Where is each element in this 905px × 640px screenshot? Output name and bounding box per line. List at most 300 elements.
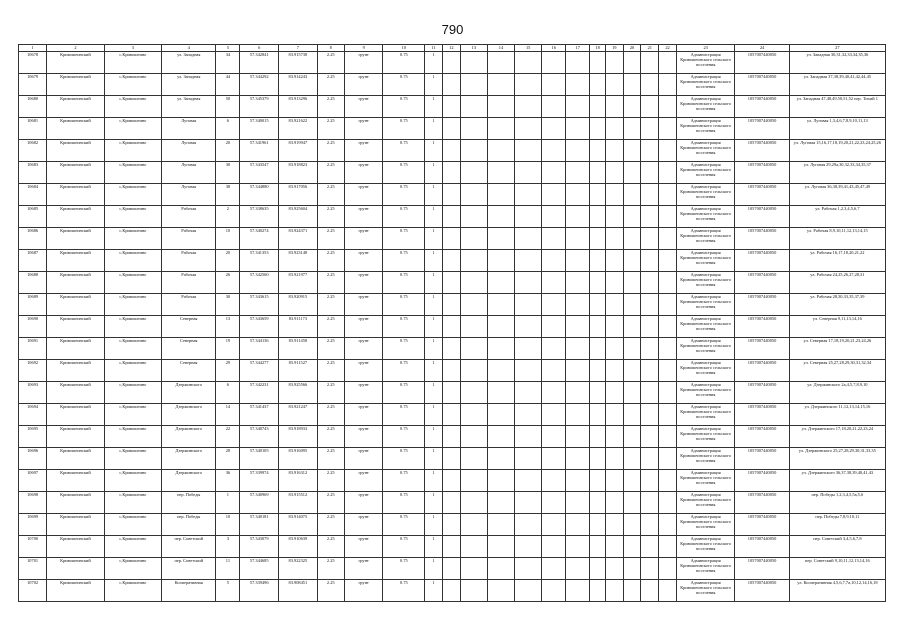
- empty-cell: [515, 294, 542, 316]
- empty-cell: [443, 382, 461, 404]
- empty-cell: [623, 492, 641, 514]
- registry-table: [18, 44, 886, 602]
- table-row: [19, 228, 886, 250]
- count-cell: 1: [425, 272, 443, 294]
- empty-cell: [443, 470, 461, 492]
- house-cell: 3: [216, 536, 240, 558]
- owner-cell: Администрация Кривошеинского сельского поселения: [676, 448, 734, 470]
- surface-cell: грунт: [344, 580, 383, 602]
- empty-cell: [443, 184, 461, 206]
- empty-cell: [487, 360, 514, 382]
- owner-cell: Администрация Кривошеинского сельского поселения: [676, 206, 734, 228]
- village-cell: с.Кривошеино: [104, 118, 161, 140]
- empty-cell: [566, 558, 590, 580]
- address-cell: ул. Рабочая 28,30,33,35,37,39: [789, 294, 885, 316]
- empty-cell: [605, 162, 623, 184]
- empty-cell: [443, 118, 461, 140]
- empty-cell: [443, 316, 461, 338]
- count-cell: 1: [425, 470, 443, 492]
- village-cell: с.Кривошеино: [104, 338, 161, 360]
- empty-cell: [487, 316, 514, 338]
- longitude-cell: 83.925566: [279, 382, 318, 404]
- owner-cell: Администрация Кривошеинского сельского поселения: [676, 404, 734, 426]
- empty-cell: [487, 162, 514, 184]
- empty-cell: [460, 580, 487, 602]
- volume-cell: 0.75: [383, 492, 425, 514]
- table-row: [19, 426, 886, 448]
- empty-cell: [515, 272, 542, 294]
- house-cell: 26: [216, 272, 240, 294]
- empty-cell: [641, 294, 659, 316]
- ogrn-cell: 1057007440050: [735, 492, 789, 514]
- empty-cell: [443, 536, 461, 558]
- column-header: 24: [735, 45, 789, 52]
- owner-cell: Администрация Кривошеинского сельского поселения: [676, 514, 734, 536]
- volume-cell: 0.75: [383, 580, 425, 602]
- empty-cell: [641, 580, 659, 602]
- empty-cell: [460, 206, 487, 228]
- latitude-cell: 57.344880: [240, 184, 279, 206]
- latitude-cell: 57.344292: [240, 74, 279, 96]
- count-cell: 1: [425, 294, 443, 316]
- empty-cell: [487, 96, 514, 118]
- count-cell: 1: [425, 316, 443, 338]
- latitude-cell: 57.343547: [240, 162, 279, 184]
- address-cell: ул. Рабочая 8,9,10,11,12,13,14,15: [789, 228, 885, 250]
- district-cell: Кривошеинский: [47, 118, 104, 140]
- house-cell: 30: [216, 162, 240, 184]
- surface-cell: грунт: [344, 228, 383, 250]
- empty-cell: [542, 118, 566, 140]
- volume-cell: 0.75: [383, 514, 425, 536]
- district-cell: Кривошеинский: [47, 360, 104, 382]
- count-cell: 1: [425, 74, 443, 96]
- volume-cell: 0.75: [383, 382, 425, 404]
- village-cell: с.Кривошеино: [104, 206, 161, 228]
- column-header: 22: [659, 45, 677, 52]
- empty-cell: [659, 118, 677, 140]
- empty-cell: [590, 514, 606, 536]
- empty-cell: [590, 52, 606, 74]
- district-cell: Кривошеинский: [47, 316, 104, 338]
- height-cell: 2.25: [317, 272, 344, 294]
- village-cell: с.Кривошеино: [104, 272, 161, 294]
- owner-cell: Администрация Кривошеинского сельского поселения: [676, 536, 734, 558]
- height-cell: 2.25: [317, 360, 344, 382]
- count-cell: 1: [425, 228, 443, 250]
- table-row: [19, 294, 886, 316]
- ogrn-cell: 1057007440050: [735, 206, 789, 228]
- house-cell: 30: [216, 294, 240, 316]
- count-cell: 1: [425, 426, 443, 448]
- village-cell: с.Кривошеино: [104, 558, 161, 580]
- empty-cell: [623, 162, 641, 184]
- empty-cell: [605, 426, 623, 448]
- table-body: [19, 52, 886, 602]
- latitude-cell: 57.339496: [240, 580, 279, 602]
- longitude-cell: 83.913296: [279, 96, 318, 118]
- address-cell: ул. Луговая 1,3,4,6,7,8,9,10,11,13: [789, 118, 885, 140]
- longitude-cell: 83.924371: [279, 228, 318, 250]
- volume-cell: 0.75: [383, 184, 425, 206]
- count-cell: 1: [425, 448, 443, 470]
- column-header: 19: [605, 45, 623, 52]
- row-number: 10686: [19, 228, 47, 250]
- address-cell: ул. Рабочая 24,25,26,27,28,31: [789, 272, 885, 294]
- house-cell: 13: [216, 316, 240, 338]
- street-cell: Рабочая: [162, 228, 216, 250]
- height-cell: 2.25: [317, 514, 344, 536]
- column-header: 13: [460, 45, 487, 52]
- height-cell: 2.25: [317, 294, 344, 316]
- empty-cell: [460, 558, 487, 580]
- empty-cell: [641, 338, 659, 360]
- ogrn-cell: 1057007440050: [735, 404, 789, 426]
- count-cell: 1: [425, 96, 443, 118]
- volume-cell: 0.75: [383, 448, 425, 470]
- empty-cell: [605, 140, 623, 162]
- empty-cell: [623, 228, 641, 250]
- empty-cell: [515, 514, 542, 536]
- empty-cell: [515, 536, 542, 558]
- district-cell: Кривошеинский: [47, 250, 104, 272]
- address-cell: ул. Дзержинского 25,27,28,29,30,31,33,35: [789, 448, 885, 470]
- village-cell: с.Кривошеино: [104, 52, 161, 74]
- village-cell: с.Кривошеино: [104, 448, 161, 470]
- row-number: 10688: [19, 272, 47, 294]
- empty-cell: [487, 272, 514, 294]
- empty-cell: [605, 580, 623, 602]
- count-cell: 1: [425, 492, 443, 514]
- owner-cell: Администрация Кривошеинского сельского поселения: [676, 250, 734, 272]
- ogrn-cell: 1057007440050: [735, 96, 789, 118]
- empty-cell: [542, 536, 566, 558]
- street-cell: Рабочая: [162, 250, 216, 272]
- empty-cell: [443, 206, 461, 228]
- empty-cell: [566, 162, 590, 184]
- ogrn-cell: 1057007440050: [735, 272, 789, 294]
- longitude-cell: 83.921622: [279, 118, 318, 140]
- count-cell: 1: [425, 140, 443, 162]
- village-cell: с.Кривошеино: [104, 492, 161, 514]
- column-header: 10: [383, 45, 425, 52]
- district-cell: Кривошеинский: [47, 206, 104, 228]
- latitude-cell: 57.340274: [240, 228, 279, 250]
- village-cell: с.Кривошеино: [104, 316, 161, 338]
- empty-cell: [487, 52, 514, 74]
- village-cell: с.Кривошеино: [104, 404, 161, 426]
- row-number: 10678: [19, 52, 47, 74]
- ogrn-cell: 1057007440050: [735, 580, 789, 602]
- empty-cell: [515, 74, 542, 96]
- volume-cell: 0.75: [383, 118, 425, 140]
- house-cell: 34: [216, 52, 240, 74]
- empty-cell: [623, 206, 641, 228]
- street-cell: Рабочая: [162, 272, 216, 294]
- surface-cell: грунт: [344, 514, 383, 536]
- empty-cell: [542, 426, 566, 448]
- column-header: 20: [623, 45, 641, 52]
- empty-cell: [487, 184, 514, 206]
- empty-cell: [659, 140, 677, 162]
- ogrn-cell: 1057007440050: [735, 228, 789, 250]
- empty-cell: [605, 448, 623, 470]
- empty-cell: [487, 580, 514, 602]
- empty-cell: [590, 206, 606, 228]
- empty-cell: [623, 360, 641, 382]
- empty-cell: [623, 74, 641, 96]
- empty-cell: [487, 140, 514, 162]
- empty-cell: [566, 184, 590, 206]
- empty-cell: [542, 206, 566, 228]
- empty-cell: [659, 492, 677, 514]
- empty-cell: [641, 206, 659, 228]
- empty-cell: [641, 404, 659, 426]
- row-number: 10691: [19, 338, 47, 360]
- owner-cell: Администрация Кривошеинского сельского поселения: [676, 558, 734, 580]
- empty-cell: [659, 448, 677, 470]
- empty-cell: [460, 250, 487, 272]
- column-header: 3: [104, 45, 161, 52]
- empty-cell: [566, 52, 590, 74]
- longitude-cell: 83.911173: [279, 316, 318, 338]
- empty-cell: [515, 492, 542, 514]
- count-cell: 1: [425, 52, 443, 74]
- height-cell: 2.25: [317, 162, 344, 184]
- count-cell: 1: [425, 250, 443, 272]
- village-cell: с.Кривошеино: [104, 514, 161, 536]
- street-cell: Дзержинского: [162, 426, 216, 448]
- empty-cell: [460, 448, 487, 470]
- empty-cell: [460, 492, 487, 514]
- empty-cell: [566, 536, 590, 558]
- surface-cell: грунт: [344, 118, 383, 140]
- latitude-cell: 57.345379: [240, 96, 279, 118]
- empty-cell: [566, 96, 590, 118]
- row-number: 10681: [19, 118, 47, 140]
- district-cell: Кривошеинский: [47, 404, 104, 426]
- village-cell: с.Кривошеино: [104, 470, 161, 492]
- empty-cell: [566, 118, 590, 140]
- house-cell: 6: [216, 118, 240, 140]
- longitude-cell: 83.923148: [279, 250, 318, 272]
- address-cell: ул. Рабочая 16,17,18,20,21,22: [789, 250, 885, 272]
- empty-cell: [623, 514, 641, 536]
- empty-cell: [542, 316, 566, 338]
- empty-cell: [542, 228, 566, 250]
- column-header: 8: [317, 45, 344, 52]
- empty-cell: [566, 404, 590, 426]
- empty-cell: [641, 536, 659, 558]
- count-cell: 1: [425, 382, 443, 404]
- ogrn-cell: 1057007440050: [735, 558, 789, 580]
- house-cell: 10: [216, 228, 240, 250]
- ogrn-cell: 1057007440050: [735, 536, 789, 558]
- latitude-cell: 57.342231: [240, 382, 279, 404]
- empty-cell: [641, 514, 659, 536]
- latitude-cell: 57.341437: [240, 404, 279, 426]
- column-header: 16: [542, 45, 566, 52]
- count-cell: 1: [425, 206, 443, 228]
- empty-cell: [542, 514, 566, 536]
- empty-cell: [623, 118, 641, 140]
- empty-cell: [605, 382, 623, 404]
- table-row: [19, 470, 886, 492]
- empty-cell: [443, 426, 461, 448]
- table-row: [19, 272, 886, 294]
- row-number: 10683: [19, 162, 47, 184]
- column-header: 27: [789, 45, 885, 52]
- empty-cell: [566, 140, 590, 162]
- height-cell: 2.25: [317, 492, 344, 514]
- ogrn-cell: 1057007440050: [735, 140, 789, 162]
- empty-cell: [443, 580, 461, 602]
- table-row: [19, 162, 886, 184]
- table-row: [19, 140, 886, 162]
- surface-cell: грунт: [344, 338, 383, 360]
- count-cell: 1: [425, 558, 443, 580]
- empty-cell: [623, 338, 641, 360]
- ogrn-cell: 1057007440050: [735, 426, 789, 448]
- empty-cell: [605, 96, 623, 118]
- empty-cell: [641, 228, 659, 250]
- empty-cell: [566, 74, 590, 96]
- ogrn-cell: 1057007440050: [735, 338, 789, 360]
- village-cell: с.Кривошеино: [104, 74, 161, 96]
- latitude-cell: 57.342560: [240, 272, 279, 294]
- empty-cell: [659, 206, 677, 228]
- empty-cell: [623, 382, 641, 404]
- owner-cell: Администрация Кривошеинского сельского поселения: [676, 426, 734, 448]
- empty-cell: [460, 404, 487, 426]
- empty-cell: [605, 52, 623, 74]
- address-cell: пер. Победы 1,2,3,4,5,5а,5,6: [789, 492, 885, 514]
- empty-cell: [487, 250, 514, 272]
- height-cell: 2.25: [317, 316, 344, 338]
- height-cell: 2.25: [317, 96, 344, 118]
- village-cell: с.Кривошеино: [104, 360, 161, 382]
- empty-cell: [515, 162, 542, 184]
- village-cell: с.Кривошеино: [104, 162, 161, 184]
- volume-cell: 0.75: [383, 316, 425, 338]
- empty-cell: [605, 206, 623, 228]
- empty-cell: [443, 228, 461, 250]
- empty-cell: [460, 338, 487, 360]
- empty-cell: [443, 96, 461, 118]
- empty-cell: [623, 580, 641, 602]
- empty-cell: [590, 426, 606, 448]
- empty-cell: [542, 404, 566, 426]
- table-row: [19, 184, 886, 206]
- empty-cell: [487, 536, 514, 558]
- empty-cell: [460, 74, 487, 96]
- surface-cell: грунт: [344, 316, 383, 338]
- owner-cell: Администрация Кривошеинского сельского поселения: [676, 272, 734, 294]
- table-row: [19, 360, 886, 382]
- owner-cell: Администрация Кривошеинского сельского поселения: [676, 140, 734, 162]
- village-cell: с.Кривошеино: [104, 580, 161, 602]
- longitude-cell: 83.920915: [279, 294, 318, 316]
- empty-cell: [487, 558, 514, 580]
- house-cell: 20: [216, 140, 240, 162]
- row-number: 10682: [19, 140, 47, 162]
- empty-cell: [623, 470, 641, 492]
- table-row: [19, 250, 886, 272]
- empty-cell: [515, 52, 542, 74]
- empty-cell: [515, 118, 542, 140]
- house-cell: 28: [216, 448, 240, 470]
- empty-cell: [623, 140, 641, 162]
- latitude-cell: 57.344685: [240, 558, 279, 580]
- house-cell: 11: [216, 558, 240, 580]
- empty-cell: [659, 294, 677, 316]
- ogrn-cell: 1057007440050: [735, 52, 789, 74]
- address-cell: ул. Западная 37,38,39,40,41,42,44,45: [789, 74, 885, 96]
- volume-cell: 0.75: [383, 536, 425, 558]
- house-cell: 6: [216, 382, 240, 404]
- district-cell: Кривошеинский: [47, 140, 104, 162]
- surface-cell: грунт: [344, 162, 383, 184]
- empty-cell: [590, 360, 606, 382]
- empty-cell: [542, 272, 566, 294]
- empty-cell: [515, 580, 542, 602]
- empty-cell: [542, 492, 566, 514]
- house-cell: 2: [216, 206, 240, 228]
- row-number: 10685: [19, 206, 47, 228]
- volume-cell: 0.75: [383, 360, 425, 382]
- longitude-cell: 83.914075: [279, 514, 318, 536]
- owner-cell: Администрация Кривошеинского сельского поселения: [676, 580, 734, 602]
- empty-cell: [659, 74, 677, 96]
- street-cell: Луговая: [162, 184, 216, 206]
- table-row: [19, 404, 886, 426]
- column-header: 7: [279, 45, 318, 52]
- volume-cell: 0.75: [383, 294, 425, 316]
- latitude-cell: 57.340743: [240, 426, 279, 448]
- owner-cell: Администрация Кривошеинского сельского поселения: [676, 96, 734, 118]
- empty-cell: [542, 558, 566, 580]
- empty-cell: [590, 140, 606, 162]
- count-cell: 1: [425, 360, 443, 382]
- street-cell: Луговая: [162, 140, 216, 162]
- count-cell: 1: [425, 514, 443, 536]
- surface-cell: грунт: [344, 360, 383, 382]
- latitude-cell: 57.339974: [240, 470, 279, 492]
- owner-cell: Администрация Кривошеинского сельского поселения: [676, 74, 734, 96]
- empty-cell: [641, 470, 659, 492]
- surface-cell: грунт: [344, 272, 383, 294]
- empty-cell: [641, 360, 659, 382]
- count-cell: 1: [425, 536, 443, 558]
- ogrn-cell: 1057007440050: [735, 448, 789, 470]
- address-cell: ул. Дзержинского 17,18,20,21,22,23,24: [789, 426, 885, 448]
- volume-cell: 0.75: [383, 272, 425, 294]
- empty-cell: [460, 294, 487, 316]
- empty-cell: [590, 162, 606, 184]
- district-cell: Кривошеинский: [47, 470, 104, 492]
- column-header: 18: [590, 45, 606, 52]
- empty-cell: [659, 96, 677, 118]
- district-cell: Кривошеинский: [47, 558, 104, 580]
- village-cell: с.Кривошеино: [104, 250, 161, 272]
- empty-cell: [515, 206, 542, 228]
- empty-cell: [623, 448, 641, 470]
- empty-cell: [542, 250, 566, 272]
- latitude-cell: 57.343615: [240, 294, 279, 316]
- empty-cell: [542, 382, 566, 404]
- owner-cell: Администрация Кривошеинского сельского поселения: [676, 360, 734, 382]
- row-number: 10690: [19, 316, 47, 338]
